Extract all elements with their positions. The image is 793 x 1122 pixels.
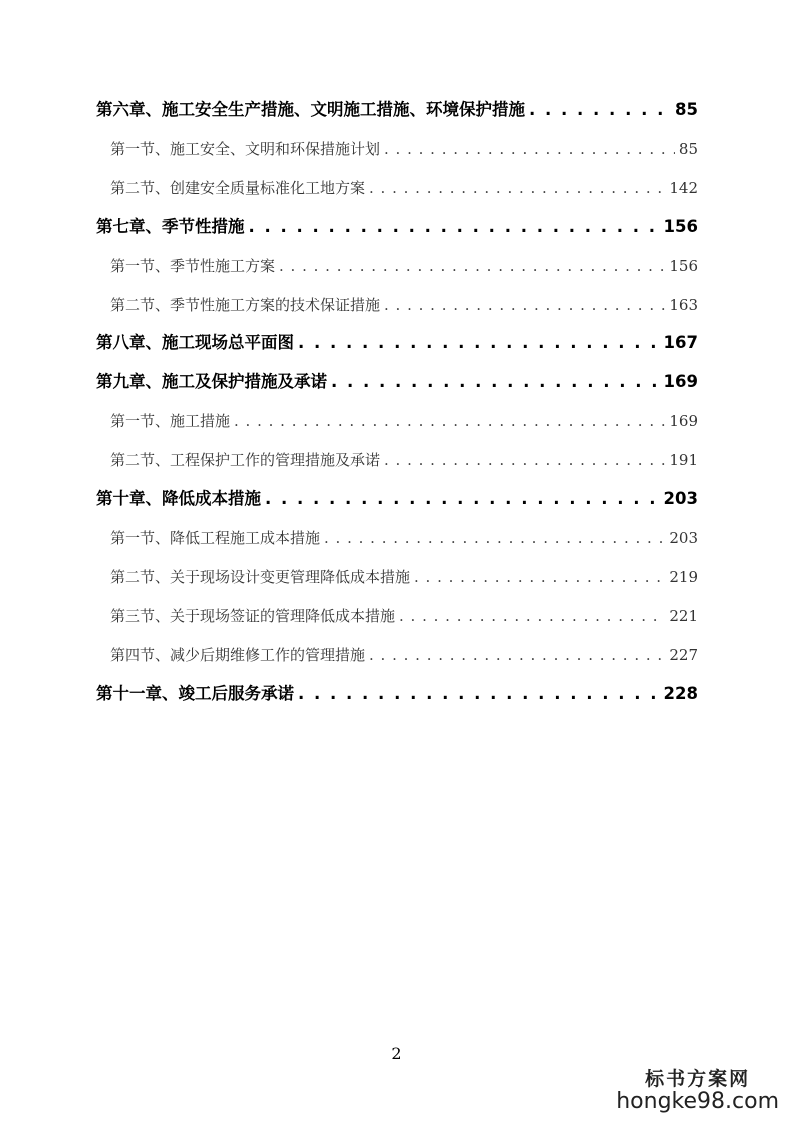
toc-entry-page: 85 xyxy=(678,140,698,158)
toc-entry-title: 第一节、施工安全、文明和环保措施计划 xyxy=(110,140,381,158)
toc-entry-page: 169 xyxy=(663,372,698,391)
toc-entry-title: 第一节、降低工程施工成本措施 xyxy=(110,529,321,547)
toc-entry-title: 第一节、季节性施工方案 xyxy=(110,257,276,275)
toc-entry-page: 191 xyxy=(669,451,698,469)
toc-entry-page: 169 xyxy=(669,412,698,430)
toc-section-10-3[interactable] xyxy=(110,602,698,630)
dot-leader xyxy=(414,563,665,591)
toc-section-9-2[interactable] xyxy=(110,446,698,474)
dot-leader xyxy=(249,213,660,241)
toc-section-7-2[interactable] xyxy=(110,291,698,319)
toc-section-7-1[interactable] xyxy=(110,252,698,280)
toc-section-10-1[interactable] xyxy=(110,524,698,552)
dot-leader xyxy=(265,485,660,513)
toc-entry-page: 228 xyxy=(663,684,698,703)
toc-chapter-11[interactable] xyxy=(96,680,698,708)
toc-entry-page: 85 xyxy=(675,100,698,119)
toc-entry-title: 第四节、减少后期维修工作的管理措施 xyxy=(110,646,366,664)
page-number: 2 xyxy=(391,1044,402,1063)
watermark-url-text: hongke98.com xyxy=(616,1089,779,1114)
toc-section-10-4[interactable] xyxy=(110,641,698,669)
dot-leader xyxy=(324,524,665,552)
toc-entry-title: 第十章、降低成本措施 xyxy=(96,489,261,508)
toc-entry-page: 221 xyxy=(669,607,698,625)
toc-entry-title: 第十一章、竣工后服务承诺 xyxy=(96,684,294,703)
toc-entry-title: 第三节、关于现场签证的管理降低成本措施 xyxy=(110,607,396,625)
toc-entry-page: 163 xyxy=(669,296,698,314)
toc-chapter-10[interactable] xyxy=(96,485,698,513)
toc-chapter-9[interactable] xyxy=(96,368,698,396)
dot-leader xyxy=(384,135,675,163)
toc-entry-title: 第九章、施工及保护措施及承诺 xyxy=(96,372,327,391)
dot-leader xyxy=(384,291,665,319)
toc-entry-title: 第二节、创建安全质量标准化工地方案 xyxy=(110,179,366,197)
watermark-logo xyxy=(616,1064,779,1114)
toc-entry-page: 142 xyxy=(669,179,698,197)
toc-section-6-1[interactable] xyxy=(110,135,698,163)
toc-section-9-1[interactable] xyxy=(110,407,698,435)
dot-leader xyxy=(369,641,665,669)
dot-leader xyxy=(384,446,665,474)
toc-entry-title: 第二节、季节性施工方案的技术保证措施 xyxy=(110,296,381,314)
toc-section-6-2[interactable] xyxy=(110,174,698,202)
toc-entry-page: 156 xyxy=(663,217,698,236)
toc-entry-page: 219 xyxy=(669,568,698,586)
toc-entry-page: 227 xyxy=(669,646,698,664)
dot-leader xyxy=(369,174,665,202)
toc-entry-page: 203 xyxy=(663,489,698,508)
toc-entry-page: 156 xyxy=(669,257,698,275)
toc-entry-title: 第六章、施工安全生产措施、文明施工措施、环境保护措施 xyxy=(96,100,525,119)
dot-leader xyxy=(399,602,665,630)
dot-leader xyxy=(279,252,665,280)
toc-entry-page: 203 xyxy=(669,529,698,547)
toc-chapter-8[interactable] xyxy=(96,329,698,357)
dot-leader xyxy=(529,96,671,124)
toc-entry-page: 167 xyxy=(663,333,698,352)
watermark-cn-text: 标书方案网 xyxy=(645,1068,751,1090)
toc-section-10-2[interactable] xyxy=(110,563,698,591)
toc-chapter-7[interactable] xyxy=(96,213,698,241)
toc-chapter-6[interactable] xyxy=(96,96,698,124)
toc-entry-title: 第七章、季节性措施 xyxy=(96,217,245,236)
dot-leader xyxy=(298,680,660,708)
dot-leader xyxy=(234,407,665,435)
toc-entry-title: 第八章、施工现场总平面图 xyxy=(96,333,294,352)
toc-entry-title: 第二节、关于现场设计变更管理降低成本措施 xyxy=(110,568,411,586)
toc-entry-title: 第二节、工程保护工作的管理措施及承诺 xyxy=(110,451,381,469)
dot-leader xyxy=(298,329,660,357)
toc-entry-title: 第一节、施工措施 xyxy=(110,412,231,430)
dot-leader xyxy=(331,368,660,396)
